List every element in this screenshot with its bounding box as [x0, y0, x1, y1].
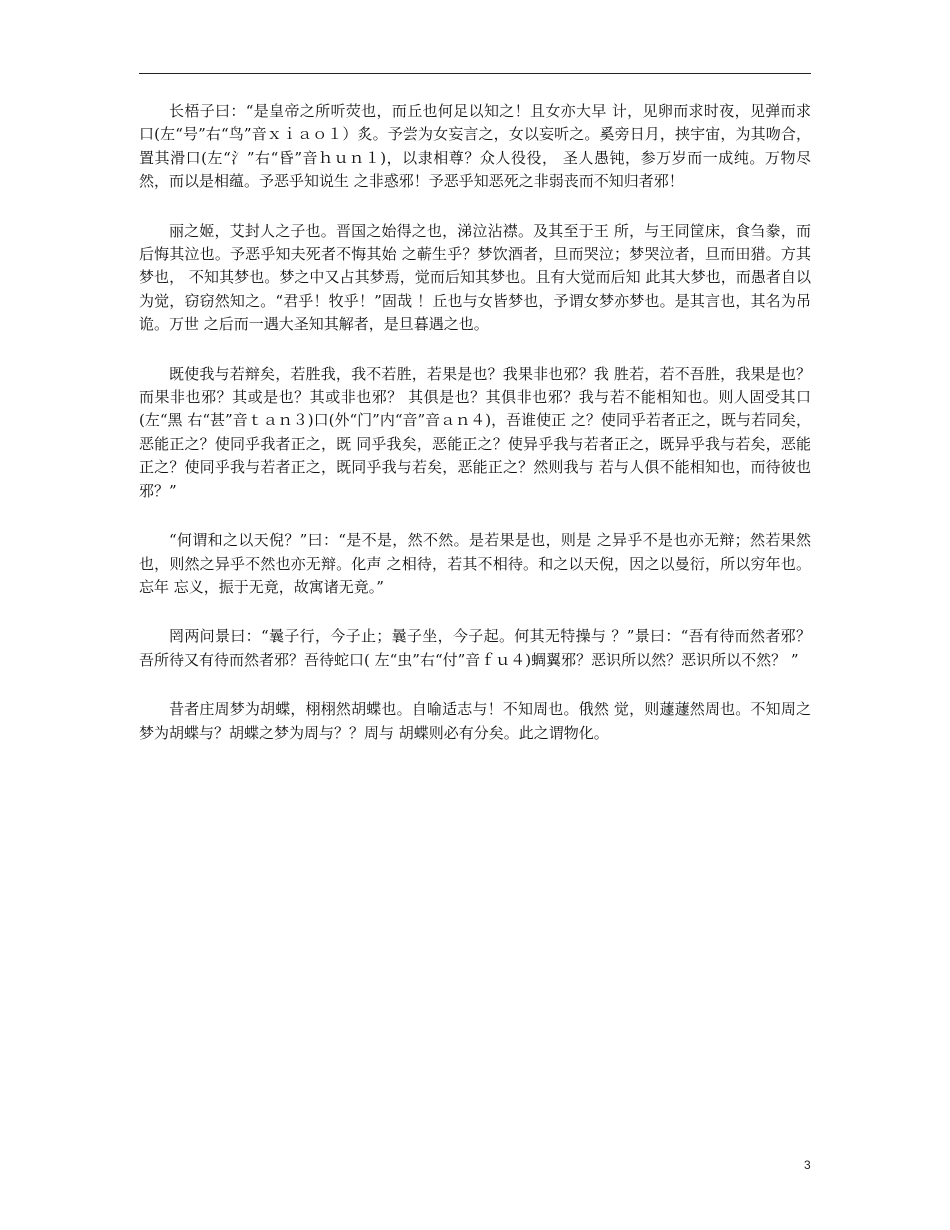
document-body [139, 100, 811, 771]
page-number: 3 [804, 1158, 811, 1172]
paragraph-1: 长梧子曰：“是皇帝之所听荧也，而丘也何足以知之！且女亦大早 计，见卵而求时夜，见弹而求口(左“号”右“鸟”音ｘｉａｏ１）炙。予尝为女妄言之，女以妄听之。奚旁日月，挟宇宙，为其吻合， 置其滑口(左“氵”右“昏”音ｈｕｎ１)，以隶相尊？众人役役， 圣人愚钝，参万岁而一成纯。万物尽然，而以是相蕴。予恶乎知说生 之非惑邪！予恶乎知恶死之非弱丧而不知归者邪！ [139, 102, 811, 191]
header-rule [139, 73, 811, 74]
paragraph-6: 昔者庄周梦为胡蝶，栩栩然胡蝶也。自喻适志与！不知周也。俄然 觉，则蘧蘧然周也。不知周之梦为胡蝶与？胡蝶之梦为周与？？周与 胡蝶则必有分矣。此之谓物化。 [139, 700, 811, 742]
paragraph-4: “何谓和之以天倪？”曰：“是不是，然不然。是若果是也，则是 之异乎不是也亦无辩；然若果然也，则然之异乎不然也亦无辩。化声 之相待，若其不相待。和之以天倪，因之以曼衍，所以穷年也。忘年 忘义，振于无竟，故寓诸无竟。” [139, 531, 811, 596]
paragraph-2: 丽之姬，艾封人之子也。晋国之始得之也，涕泣沾襟。及其至于王 所，与王同筐床，食刍豢，而后悔其泣也。予恶乎知夫死者不悔其始 之蕲生乎？梦饮酒者，旦而哭泣；梦哭泣者，旦而田猎。方其梦也， 不知其梦也。梦之中又占其梦焉，觉而后知其梦也。且有大觉而后知 此其大梦也，而愚者自以为觉，窃窃然知之。“君乎！牧乎！”固哉 ！丘也与女皆梦也，予谓女梦亦梦也。是其言也，其名为吊诡。万世 之后而一遇大圣知其解者，是旦暮遇之也。 [139, 221, 811, 334]
paragraph-5: 罔两问景曰：“曩子行，今子止；曩子坐，今子起。何其无特操与 ？”景曰：“吾有待而然者邪？吾所待又有待而然者邪？吾待蛇口( 左“虫”右“付”音ｆｕ４)蜩翼邪？恶识所以然？恶识所以不然？ ” [139, 627, 811, 669]
paragraph-3: 既使我与若辩矣，若胜我，我不若胜，若果是也？我果非也邪？我 胜若，若不吾胜，我果是也？而果非也邪？其或是也？其或非也邪？ 其俱是也？其俱非也邪？我与若不能相知也。则人固受其口(左“黑 右“甚”音ｔａｎ３)口(外“门”内“音”音ａｎ４)，吾谁使正 之？使同乎若者正之，既与若同矣，恶能正之？使同乎我者正之，既 同乎我矣，恶能正之？使异乎我与若者正之，既异乎我与若矣，恶能 正之？使同乎我与若者正之，既同乎我与若矣，恶能正之？然则我与 若与人俱不能相知也，而待彼也邪？” [139, 364, 811, 500]
